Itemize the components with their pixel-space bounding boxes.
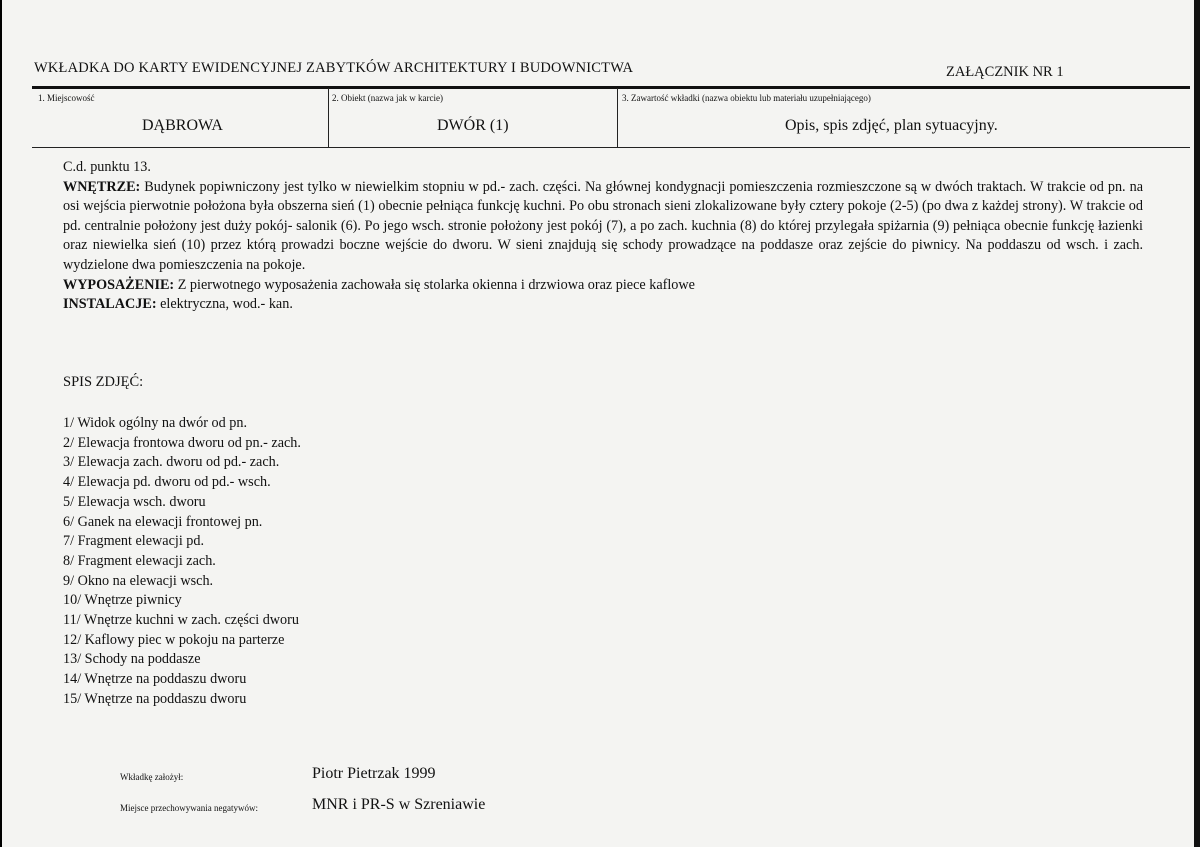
annex-number: ZAŁĄCZNIK NR 1 <box>946 64 1064 80</box>
list-item: 13/ Schody na poddasze <box>63 651 201 668</box>
list-item: 7/ Fragment elewacji pd. <box>63 533 205 550</box>
field-value-locality: DĄBROWA <box>142 117 223 134</box>
list-item: 3/ Elewacja zach. dworu od pd.- zach. <box>63 454 280 471</box>
list-item: 14/ Wnętrze na poddaszu dworu <box>63 671 247 688</box>
list-item: 11/ Wnętrze kuchni w zach. części dworu <box>63 612 299 629</box>
section-installations <box>63 295 1143 315</box>
section-heading: WYPOSAŻENIE: <box>63 276 175 293</box>
field-label-locality: 1. Miejscowość <box>38 93 95 103</box>
list-item: 1/ Widok ogólny na dwór od pn. <box>63 415 247 431</box>
list-item: 12/ Kaflowy piec w pokoju na parterze <box>63 631 285 648</box>
field-value-object: DWÓR (1) <box>437 117 509 134</box>
section-interior <box>63 178 1143 276</box>
list-item: 9/ Okno na elewacji wsch. <box>63 572 214 589</box>
storage-label: Miejsce przechowywania negatywów: <box>120 803 258 813</box>
list-item: 4/ Elewacja pd. dworu od pd.- wsch. <box>63 474 271 491</box>
fields-rule <box>32 147 1190 148</box>
field-label-object: 2. Obiekt (nazwa jak w karcie) <box>332 93 443 103</box>
list-item: 15/ Wnętrze na poddaszu dworu <box>63 690 247 707</box>
list-item: 10/ Wnętrze piwnicy <box>63 592 182 609</box>
list-item: 5/ Elewacja wsch. dworu <box>63 493 206 510</box>
intro-line: C.d. punktu 13. <box>63 159 151 175</box>
column-divider <box>328 88 329 148</box>
field-value-content: Opis, spis zdjęć, plan sytuacyjny. <box>785 117 998 134</box>
photo-list <box>63 414 301 710</box>
document-sheet <box>2 0 1194 847</box>
list-item: 6/ Ganek na elewacji frontowej pn. <box>63 513 263 530</box>
column-divider <box>617 88 618 148</box>
section-text: Z pierwotnego wyposażenia zachowała się stolarka okienna i drzwiowa oraz piece kaflowe <box>174 276 695 293</box>
section-equipment <box>63 276 1143 296</box>
section-heading: INSTALACJE: <box>63 296 157 313</box>
author-label: Wkładkę założył: <box>120 772 184 782</box>
section-text: Budynek popiwniczony jest tylko w niewielkim stopniu w pd.- zach. części. Na głównej kondygnacji pomieszczenia rozmieszczone są w dwóch traktach. W trakcie od pn. na osi wejścia pierwotnie położona była obszerna sień (1) obecnie pełniąca funkcję kuchni. Po obu stronach sieni zlokalizowane były cztery pokoje (2-5) (po dwa z każdej strony). W trakcie od pd. centralnie położony jest duży pokój- salonik (6). Po jego wsch. stronie położony jest pokój (7), a po zach. kuchnia (8) do której przylegała spiżarnia (9) pełniąca obecnie funkcję łazienki oraz niewielka sień (10) przez którą prowadzi boczne wejście do dworu. W sieni znajdują się schody prowadzące na poddasze oraz zejście do piwnicy. Na poddaszu od wsch. i zach. wydzielone dwa pomieszczenia na pokoje. <box>63 178 1143 273</box>
document-title: WKŁADKA DO KARTY EWIDENCYJNEJ ZABYTKÓW ARCHITEKTURY I BUDOWNICTWA <box>34 60 634 76</box>
storage-value: MNR i PR-S w Szreniawie <box>312 796 486 813</box>
author-value: Piotr Pietrzak 1999 <box>312 765 436 782</box>
list-item: 8/ Fragment elewacji zach. <box>63 552 216 569</box>
scan-edge <box>1194 0 1200 847</box>
field-label-content: 3. Zawartość wkładki (nazwa obiektu lub materiału uzupełniającego) <box>622 93 871 103</box>
section-text: elektryczna, wod.- kan. <box>156 296 293 313</box>
header-rule <box>32 86 1190 89</box>
section-heading: WNĘTRZE: <box>63 178 141 195</box>
list-item: 2/ Elewacja frontowa dworu od pn.- zach. <box>63 434 301 451</box>
description-body <box>63 158 1143 315</box>
photos-heading: SPIS ZDJĘĆ: <box>63 374 144 390</box>
